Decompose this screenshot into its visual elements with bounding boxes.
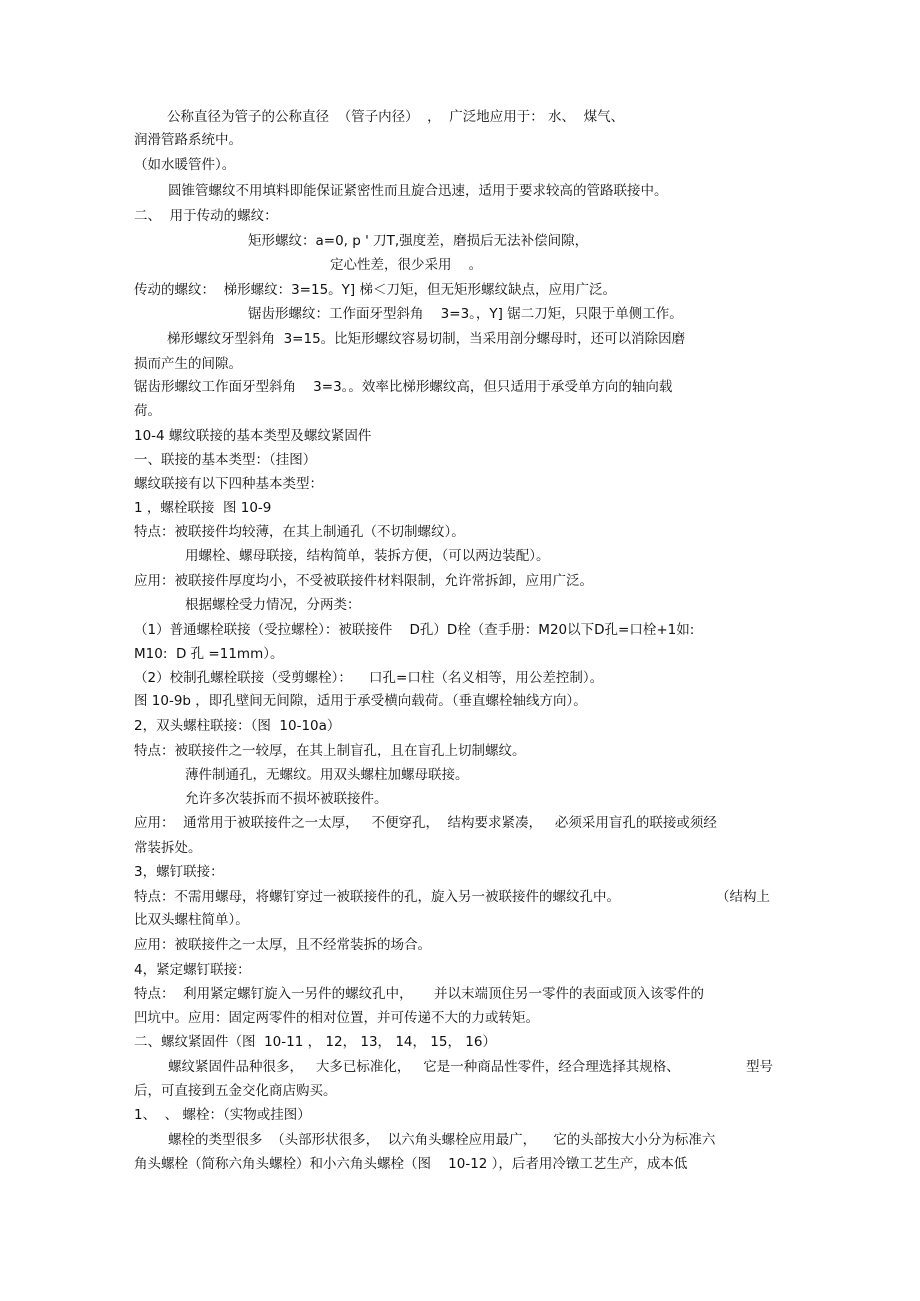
text-line: 比双头螺柱简单）。 [134,912,249,928]
text-line: 特点：被联接件之一较厚，在其上制盲孔，且在盲孔上切制螺纹。 [134,743,526,759]
text-line: 锯齿形螺纹工作面牙型斜角 3=3。。效率比梯形螺纹高，但只适用于承受单方向的轴向载 [134,379,673,395]
text-line: 定心性差，很少采用 。 [330,257,483,273]
text-line: 公称直径为管子的公称直径 （管子内径） ， 广泛地应用于： 水、 煤气、 [167,109,625,125]
text-line: 锯齿形螺纹：工作面牙型斜角 3=3。，Y] 锯二刀矩，只限于单侧工作。 [248,306,683,322]
text-line: 传动的螺纹： 梯形螺纹：3=15。Y] 梯＜刀矩，但无矩形螺纹缺点，应用广泛。 [134,282,616,298]
section-heading: 2，双头螺柱联接：（图 10-10a） [134,718,341,734]
text-line: 螺纹联接有以下四种基本类型： [134,476,323,492]
text-line: （如水暖管件）。 [134,157,236,173]
text-line: 型号 [746,1059,773,1075]
text-line: （1）普通螺栓联接（受拉螺栓）：被联接件 D孔）D栓（查手册：M20以下D孔=口栓+1如: [134,622,695,638]
text-line: 薄件制通孔，无螺纹。用双头螺柱加螺母联接。 [185,767,469,783]
text-line: 特点：被联接件均较薄，在其上制通孔（不切制螺纹）。 [134,524,465,540]
text-line: 圆锥管螺纹不用填料即能保证紧密性而且旋合迅速，适用于要求较高的管路联接中。 [168,183,668,199]
text-line: 螺栓的类型很多 （头部形状很多， 以六角头螺栓应用最广， 它的头部按大小分为标准六 [168,1132,716,1148]
section-heading: 3，螺钉联接： [134,864,224,880]
text-line: 凹坑中。应用：固定两零件的相对位置，并可传递不大的力或转矩。 [134,1010,539,1026]
section-heading: 4，紧定螺钉联接： [134,962,251,978]
text-line: 梯形螺纹牙型斜角 3=15。比矩形螺纹容易切制，当采用剖分螺母时，还可以消除因磨 [167,331,686,347]
text-line: 损而产生的间隙。 [134,356,242,372]
text-line: 用螺栓、螺母联接，结构简单，装拆方便，（可以两边装配）。 [185,548,550,564]
text-line: 应用： 通常用于被联接件之一太厚， 不便穿孔， 结构要求紧凑， 必须采用盲孔的联接或须经 [134,815,717,831]
text-line: （结构上 [716,889,770,905]
section-heading: 1 ，螺栓联接 图 10-9 [134,500,272,516]
text-line: 图 10-9b ，即孔壁间无间隙，适用于承受横向载荷。（垂直螺栓轴线方向）。 [134,693,587,709]
text-line: 润滑管路系统中。 [134,132,242,148]
text-line: M10: D 孔 =11mm）。 [134,646,284,662]
text-line: 角头螺栓（简称六角头螺栓）和小六角头螺栓（图 10-12 ），后者用冷镦工艺生产，成本低 [134,1156,688,1172]
section-heading: 二、螺纹紧固件（图 10-11 ， 12， 13， 14， 15， 16） [134,1034,496,1050]
text-line: 后，可直接到五金交化商店购买。 [134,1083,337,1099]
text-line: 应用：被联接件厚度均小，不受被联接件材料限制，允许常拆卸，应用广泛。 [134,573,593,589]
text-line: 常装拆处。 [134,840,202,856]
text-line: 特点：不需用螺母，将螺钉穿过一被联接件的孔，旋入另一被联接件的螺纹孔中。 [134,889,620,905]
section-heading: 1、 、 螺栓：（实物或挂图） [134,1107,311,1123]
text-line: （2）校制孔螺栓联接（受剪螺栓）： 口孔=口柱（名义相等，用公差控制）。 [134,670,604,686]
text-line: 矩形螺纹：a=0, p ' 刀T,强度差，磨损后无法补偿间隙， [248,233,589,249]
section-heading: 一、联接的基本类型：（挂图） [134,452,317,468]
text-line: 应用：被联接件之一太厚，且不经常装拆的场合。 [134,937,431,953]
text-line: 特点： 利用紧定螺钉旋入一另件的螺纹孔中， 并以末端顶住另一零件的表面或顶入该零件的 [134,986,705,1002]
text-line: 允许多次装拆而不损坏被联接件。 [185,791,388,807]
section-heading: 10-4 螺纹联接的基本类型及螺纹紧固件 [134,428,372,444]
text-line: 荷。 [134,403,161,419]
section-heading: 二、 用于传动的螺纹： [134,208,278,224]
text-line: 根据螺栓受力情况，分两类： [185,597,361,613]
text-line: 螺纹紧固件品种很多， 大多已标准化， 它是一种商品性零件，经合理选择其规格、 [168,1059,680,1075]
